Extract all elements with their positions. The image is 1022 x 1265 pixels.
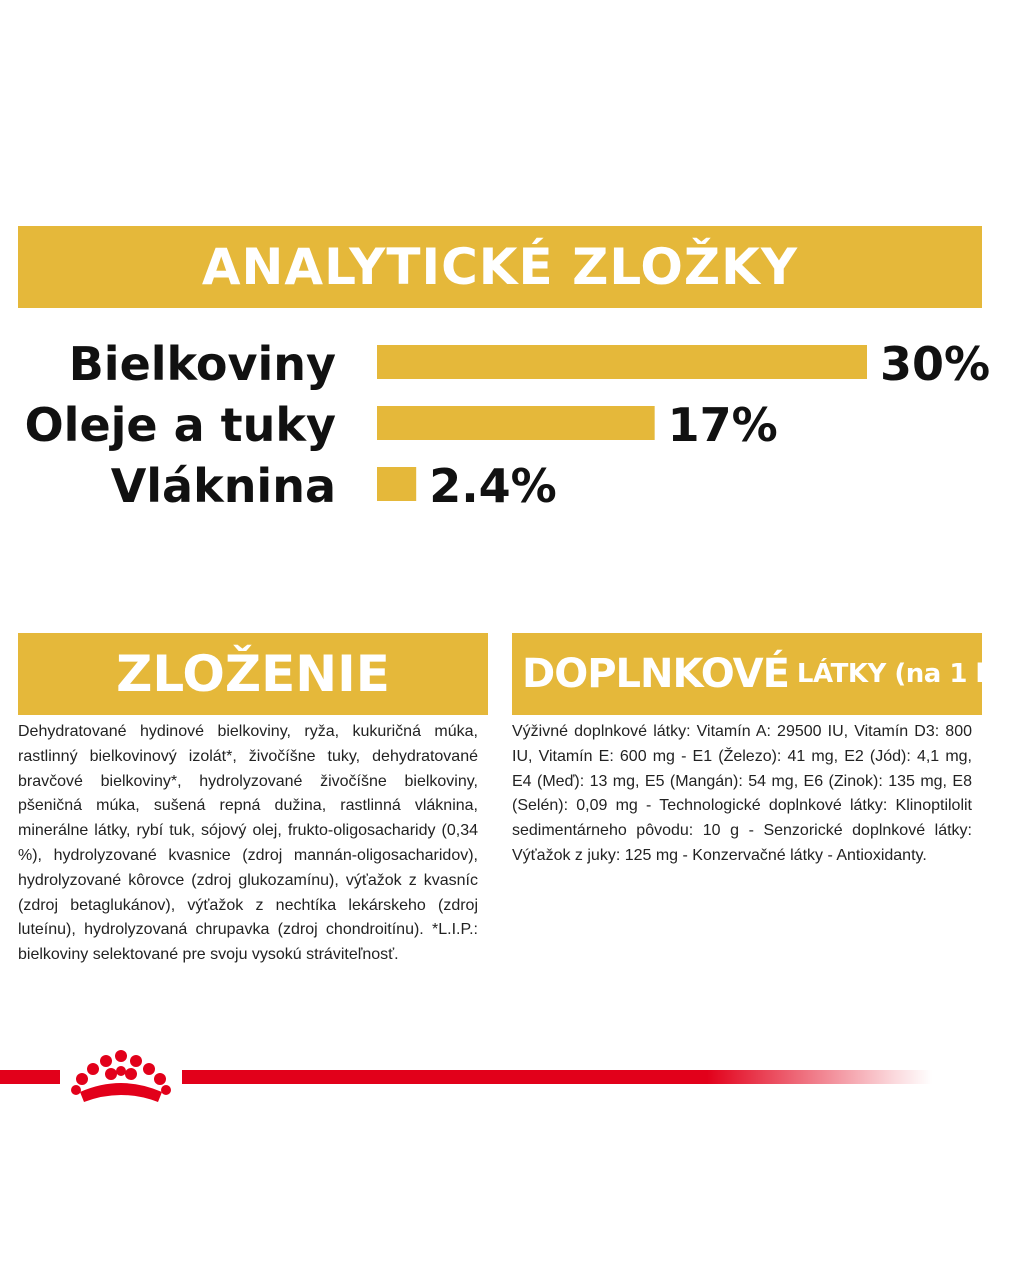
composition-text: Dehydratované hydinové bielkoviny, ryža, kukuričná múka, rastlinný bielkovinový izolát*, živočíšne tuky, dehydratované bravčové bielkoviny*, hydrolyzované živočíšne bielkoviny, pšeničná múka, sušená repná dužina, rastlinná vláknina, minerálne látky, rybí tuk, sójový olej, frukto-oligosacharidy (0,34 %), hydrolyzované kvasnice (zdroj mannán-oligosacharidov), hydrolyzované kôrovce (zdroj glukozamínu), výťažok z kvasníc (zdroj betaglukánov), výťažok z nechtíka lekárskeho (zdroj luteínu), hydrolyzovaná chrupavka (zdroj chondroitínu). *L.I.P.: bielkoviny selektované pre svoju vysokú stráviteľnosť. (18, 723, 478, 964)
bar-value-label: 17% (667, 398, 778, 452)
bar (377, 345, 867, 379)
additives-text: Výživné doplnkové látky: Vitamín A: 29500 IU, Vitamín D3: 800 IU, Vitamín E: 600 mg - E1 (Železo): 41 mg, E2 (Jód): 4,1 mg, E4 (Meď): 13 mg, E5 (Mangán): 54 mg, E6 (Zinok): 135 mg, E8 (Selén): 0,09 mg - Technologické doplnkové látky: Klinoptilolit sedimentárneho pôvodu: 10 g - Senzorické doplnkové látky: Výťažok z juky: 125 mg - Konzervačné látky - Antioxidanty. (512, 723, 972, 864)
additives-title-sub: LÁTKY (na 1 kg) (796, 659, 1022, 689)
crown-icon (66, 1048, 176, 1106)
bar (377, 467, 416, 501)
analytic-title-banner (18, 226, 982, 308)
analytic-bar-chart (0, 330, 1000, 530)
additives-title-banner (512, 633, 1022, 715)
red-stripe-right (182, 1070, 932, 1084)
bar-category-label: Vláknina (110, 459, 336, 513)
bar-category-label: Bielkoviny (68, 337, 336, 391)
bar-value-label: 30% (880, 337, 991, 391)
analytic-title: ANALYTICKÉ ZLOŽKY (201, 238, 799, 296)
red-stripe-left (0, 1070, 60, 1084)
additives-title-main: DOPLNKOVÉ (522, 651, 789, 697)
composition-title-banner (18, 633, 488, 715)
composition-title: ZLOŽENIE (116, 645, 390, 703)
bar-category-label: Oleje a tuky (24, 398, 336, 452)
bar (377, 406, 655, 440)
bar-value-label: 2.4% (429, 459, 557, 513)
bar-chart-svg (0, 330, 1000, 530)
